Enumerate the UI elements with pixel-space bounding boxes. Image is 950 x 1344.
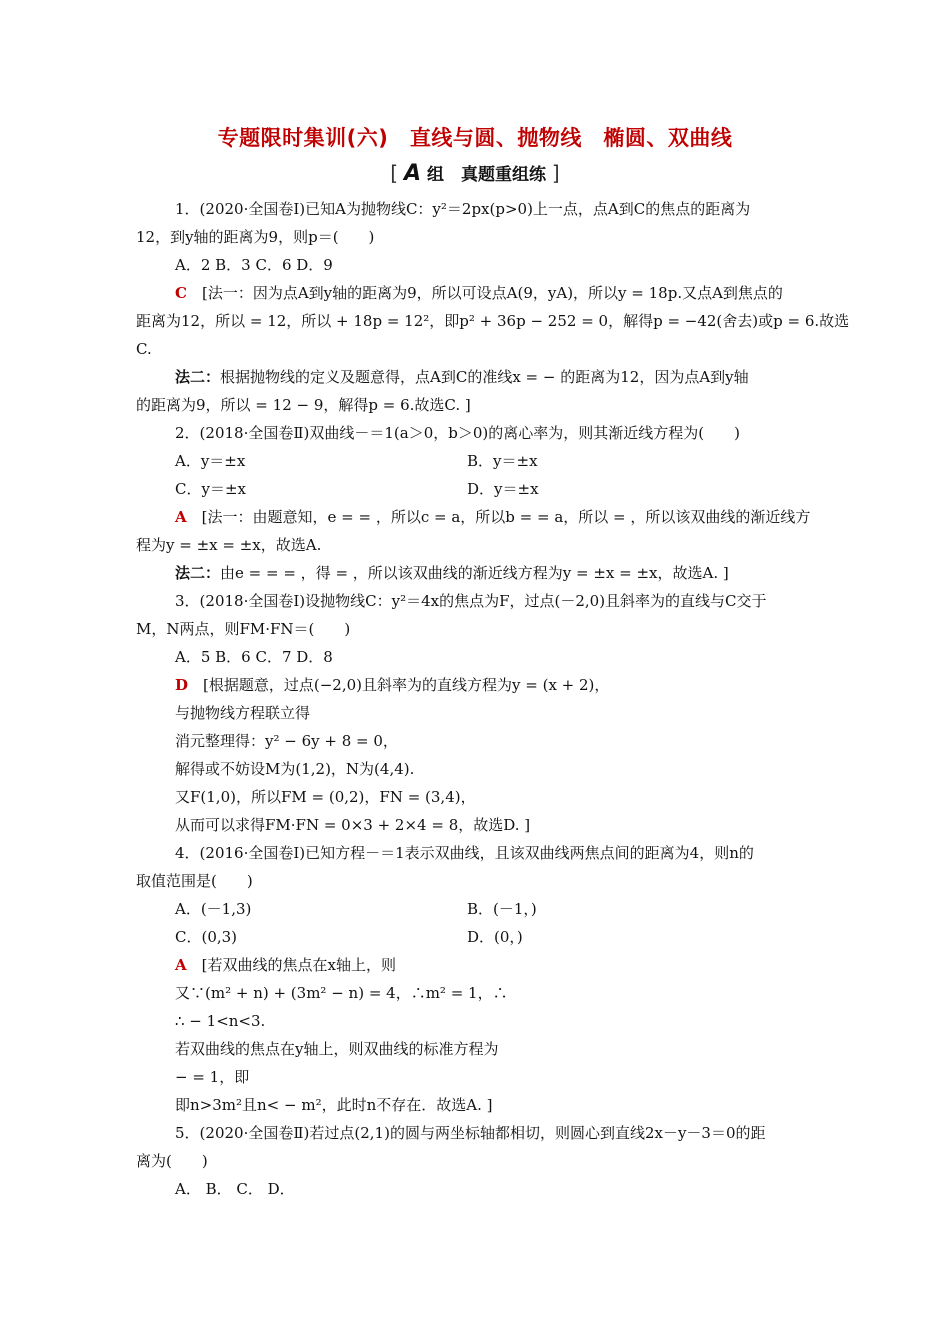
q5-line-2: 离为( ) bbox=[136, 1152, 208, 1170]
q3-line-1: 3．(2018·全国卷Ⅰ)设抛物线C：y²＝4x的焦点为F，过点(－2,0)且斜率为的直线与C交于 bbox=[175, 592, 767, 610]
q4-line-1: 4．(2016·全国卷Ⅰ)已知方程－＝1表示双曲线，且该双曲线两焦点间的距离为4，则n的 bbox=[175, 844, 754, 862]
q2-option-a: A．y＝±x bbox=[175, 452, 246, 470]
bracket-close: ] bbox=[551, 161, 560, 185]
q1-method2-line-1 bbox=[175, 367, 749, 387]
q2-method2-text: 由e = = = ，得 = ，所以该双曲线的渐近线方程为y = ±x = ±x，故选A. ] bbox=[220, 564, 729, 582]
q2-option-d: D．y＝±x bbox=[467, 480, 539, 498]
group-letter: A bbox=[404, 161, 422, 186]
q5-options: A． B． C． D． bbox=[175, 1180, 295, 1198]
q3-answer: D bbox=[175, 676, 189, 694]
q2-answer: A bbox=[175, 508, 187, 526]
q1-options: A．2 B．3 C．6 D．9 bbox=[175, 256, 333, 274]
q1-solution-text-1: [法一：因为点A到y轴的距离为9，所以可设点A(9，yA)，所以y = 18p.又点A到焦点的 bbox=[201, 284, 783, 302]
q2-solution-text-1: [法一：由题意知，e = = ，所以c = a，所以b = = a，所以 = ，所以该双曲线的渐近线方 bbox=[201, 508, 811, 526]
q3-options: A．5 B．6 C．7 D．8 bbox=[175, 648, 333, 666]
q1-answer: C bbox=[175, 284, 187, 302]
q4-solution-line-1 bbox=[175, 955, 396, 975]
bracket-open: [ bbox=[390, 161, 399, 185]
q5-line-1: 5．(2020·全国卷Ⅱ)若过点(2,1)的圆与两坐标轴都相切，则圆心到直线2x－y－3＝0的距 bbox=[175, 1124, 766, 1142]
q3-solution-line-4: 解得或不妨设M为(1,2)，N为(4,4). bbox=[175, 760, 415, 778]
q4-option-b: B．(－1，) bbox=[467, 900, 537, 918]
q3-solution-line-1 bbox=[175, 675, 609, 695]
q3-solution-text-1: [根据题意，过点(−2,0)且斜率为的直线方程为y = (x + 2)， bbox=[203, 676, 610, 694]
method-label: 法二： bbox=[175, 368, 221, 386]
q3-solution-line-3: 消元整理得：y² − 6y + 8 = 0， bbox=[175, 732, 398, 750]
q4-option-d: D．(0，) bbox=[467, 928, 523, 946]
q2-option-c: C．y＝±x bbox=[175, 480, 246, 498]
q4-solution-line-6: 即n>3m²且n< − m²，此时n不存在．故选A. ] bbox=[175, 1096, 493, 1114]
q2-solution-line-2: 程为y = ±x = ±x，故选A. bbox=[136, 536, 322, 554]
q1-method2-line-2: 的距离为9，所以 = 12 − 9，解得p = 6.故选C. ] bbox=[136, 396, 471, 414]
q1-method2-text: 根据抛物线的定义及题意得，点A到C的准线x = − 的距离为12，因为点A到y轴 bbox=[220, 368, 749, 386]
q1-solution-line-2: 距离为12，所以 = 12，所以 + 18p = 12²，即p² + 36p − 252 = 0，解得p = −42(舍去)或p = 6.故选 bbox=[136, 312, 850, 330]
q4-solution-line-2: 又∵(m² + n) + (3m² − n) = 4，∴m² = 1，∴ bbox=[175, 984, 508, 1002]
q2-method2-line bbox=[175, 563, 729, 583]
q1-line-1: 1．(2020·全国卷Ⅰ)已知A为抛物线C：y²＝2px(p>0)上一点，点A到C的焦点的距离为 bbox=[175, 200, 751, 218]
method-label: 法二： bbox=[175, 564, 221, 582]
section-subtitle bbox=[0, 160, 950, 186]
q3-line-2: M，N两点，则FM·FN＝( ) bbox=[136, 620, 351, 638]
q3-solution-line-6: 从而可以求得FM·FN = 0×3 + 2×4 = 8，故选D. ] bbox=[175, 816, 531, 834]
q4-answer: A bbox=[175, 956, 187, 974]
q2-solution-line-1 bbox=[175, 507, 810, 527]
q4-line-2: 取值范围是( ) bbox=[136, 872, 253, 890]
page-title: 专题限时集训(六) 直线与圆、抛物线 椭圆、双曲线 bbox=[217, 126, 733, 150]
q4-solution-line-5: − = 1，即 bbox=[175, 1068, 250, 1086]
q2-option-b: B．y＝±x bbox=[467, 452, 538, 470]
q1-solution-line-1 bbox=[175, 283, 783, 303]
q4-solution-text-1: [若双曲线的焦点在x轴上，则 bbox=[201, 956, 396, 974]
q4-solution-line-4: 若双曲线的焦点在y轴上，则双曲线的标准方程为 bbox=[175, 1040, 499, 1058]
q4-option-c: C．(0,3) bbox=[175, 928, 238, 946]
q4-option-a: A．(－1,3) bbox=[175, 900, 252, 918]
q4-solution-line-3: ∴ − 1<n<3. bbox=[175, 1012, 266, 1030]
q1-solution-line-3: C. bbox=[136, 340, 152, 358]
q3-solution-line-2: 与抛物线方程联立得 bbox=[175, 704, 311, 722]
q2-line-1: 2．(2018·全国卷Ⅱ)双曲线－＝1(a＞0，b＞0)的离心率为，则其渐近线方程为( ) bbox=[175, 424, 740, 442]
q3-solution-line-5: 又F(1,0)，所以FM = (0,2)，FN = (3,4)， bbox=[175, 788, 476, 806]
q1-line-2: 12，到y轴的距离为9，则p＝( ) bbox=[136, 228, 375, 246]
group-label: 组 真题重组练 bbox=[426, 165, 546, 185]
